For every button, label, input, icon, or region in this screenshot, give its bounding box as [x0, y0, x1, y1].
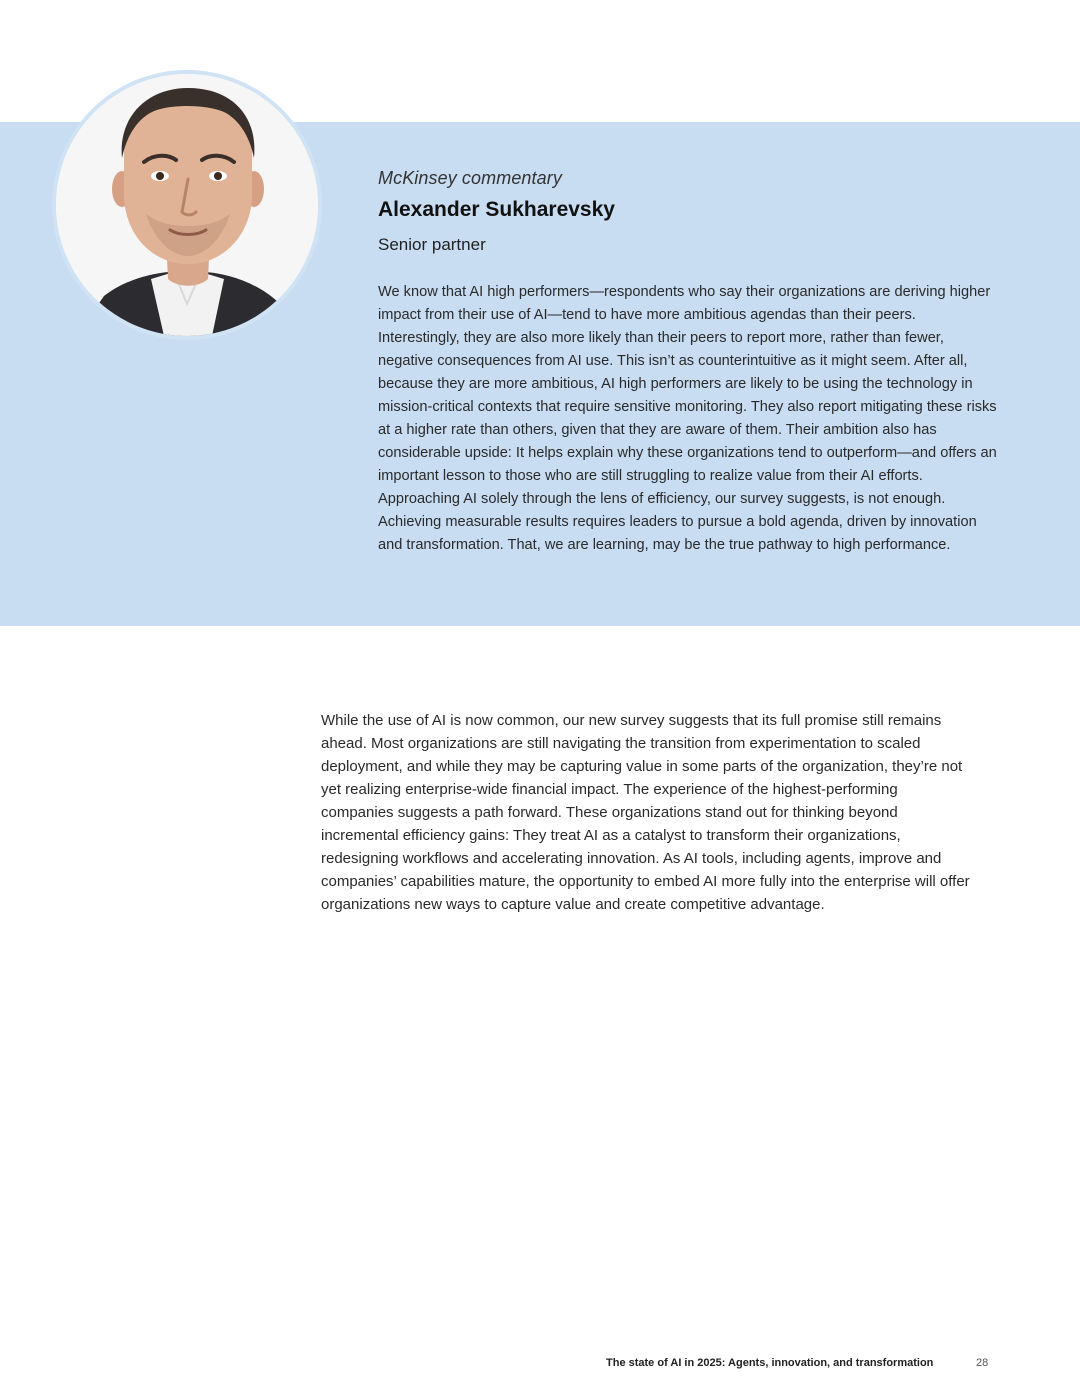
footer-report-title: The state of AI in 2025: Agents, innovation, and transformation [606, 1357, 934, 1369]
author-portrait [56, 74, 318, 336]
page-number: 28 [976, 1357, 989, 1369]
portrait-illustration [56, 74, 318, 336]
body-paragraph: While the use of AI is now common, our new survey suggests that its full promise still remains ahead. Most organizations are still navigating the transition from experimentation to scaled deployment, and while they may be capturing value in some parts of the organization, they’re not yet realizing enterprise-wide financial impact. The experience of the highest-performing companies suggests a path forward. These organizations stand out for thinking beyond incremental efficiency gains: They treat AI as a catalyst to transform their organizations, redesigning workflows and accelerating innovation. As AI tools, including agents, improve and companies’ capabilities mature, the opportunity to embed AI more fully into the enterprise will offer organizations new ways to capture value and create competitive advantage. [321, 712, 970, 913]
author-name: Alexander Sukharevsky [378, 198, 615, 221]
commentary-paragraph: We know that AI high performers—respondents who say their organizations are deriving higher impact from their use of AI—tend to have more ambitious agendas than their peers. Interestingly, they are also more likely than their peers to report more, rather than fewer, negative consequences from AI use. This isn’t as counterintuitive as it might seem. After all, because they are more ambitious, AI high performers are likely to be using the technology in mission-critical contexts that require sensitive monitoring. They also report mitigating these risks at a higher rate than others, given that they are aware of them. Their ambition also has considerable upside: It helps explain why these organizations tend to outperform—and offers an important lesson to those who are still struggling to realize value from their AI efforts. Approaching AI solely through the lens of efficiency, our survey suggests, is not enough. Achieving measurable results requires leaders to pursue a bold agenda, driven by innovation and transformation. That, we are learning, may be the true pathway to high performance. [378, 284, 997, 553]
commentary-label: McKinsey commentary [378, 168, 562, 188]
author-title: Senior partner [378, 235, 486, 254]
